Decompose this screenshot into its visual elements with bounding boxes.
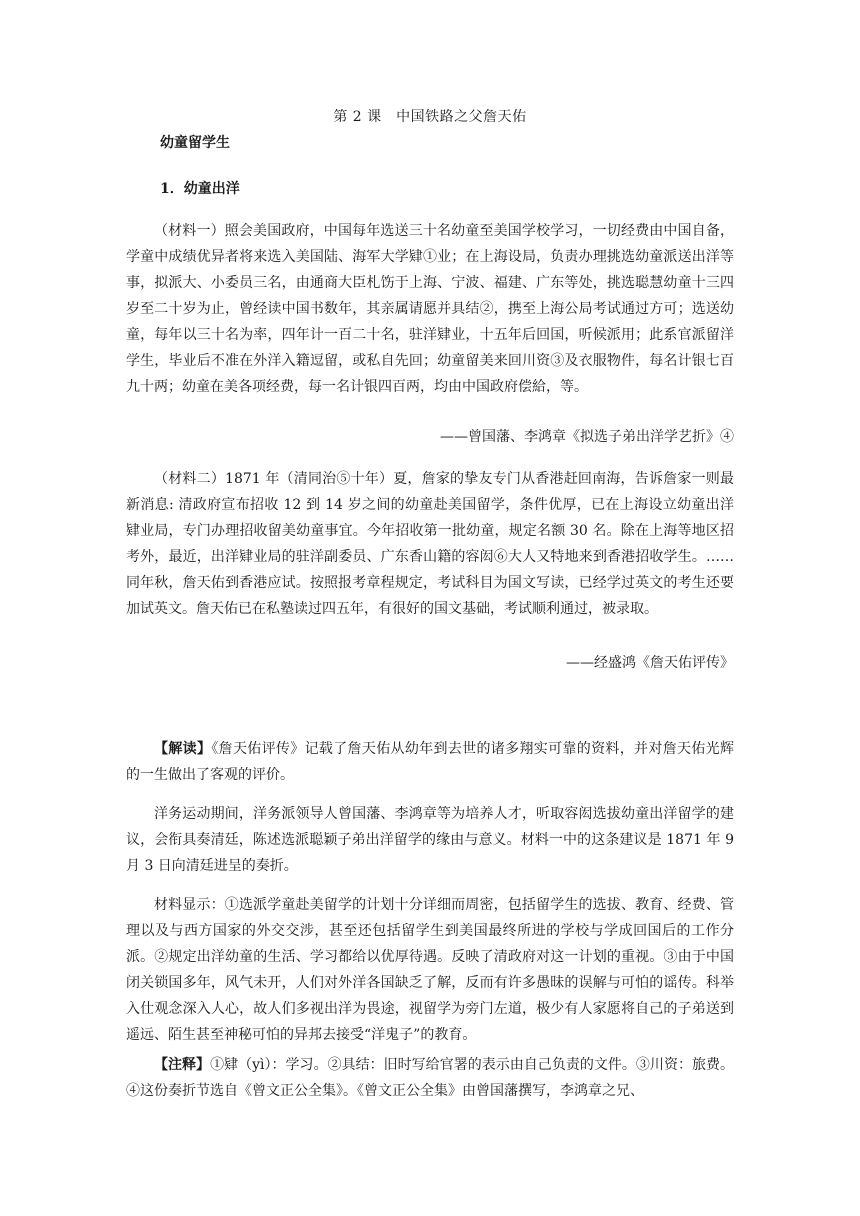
interpretation-text: 《詹天佑评传》记载了詹天佑从幼年到去世的诸多翔实可靠的资料，并对詹天佑光辉的一生做出了客观的评价。 bbox=[126, 741, 735, 783]
notes-label: 【注释】 bbox=[154, 1057, 211, 1073]
section-heading: 幼童留学生 bbox=[160, 135, 230, 151]
material2-label: （材料二） bbox=[154, 471, 226, 487]
material-shows-paragraph: 材料显示：①选派学童赴美留学的计划十分详细而周密，包括留学生的选拔、教育、经费、管理以及与西方国家的外交交涉，甚至还包括留学生到美国最终所进的学校与学成回国后的工作分派。②规定出洋幼童的生活、学习都给以优厚待遇。反映了清政府对这一计划的重视。③由于中国闭关锁国多年，风气未开，人们对外洋各国缺乏了解，反而有许多愚昧的误解与可怕的谣传。科举入仕观念深入人心，故人们多视出洋为畏途，视留学为旁门左道，极少有人家愿将自己的子弟送到遥远、陌生甚至神秘可怕的异邦去接受“洋鬼子”的教育。 bbox=[126, 897, 734, 1043]
westernization-paragraph: 洋务运动期间，洋务派领导人曾国藩、李鸿章等为培养人才，听取容闳选拔幼童出洋留学的建议，会衔具奏清廷，陈述选派聪颖子弟出洋留学的缘由与意义。材料一中的这条建议是 1871 年 9 月 3 日向清廷进呈的奏折。 bbox=[126, 806, 734, 874]
material1-text: 照会美国政府，中国每年选送三十名幼童至美国学校学习，一切经费由中国自备，学童中成绩优异者将来选入美国陆、海军大学肄①业；在上海设局，负责办理挑选幼童派送出洋等事，拟派大、小委员三名，由通商大臣札饬于上海、宁波、福建、广东等处，挑选聪慧幼童十三四岁至二十岁为止，曾经读中国书数年，其亲属请愿并具结②，携至上海公局考试通过方可；选送幼童，每年以三十名为率，四年计一百二十名，驻洋肄业，十五年后回国，听候派用；此系官派留洋学生，毕业后不准在外洋入籍逗留，或私自先回；幼童留美来回川资③及衣服物件，每名计银七百九十两；幼童在美各项经费，每一名计银四百两，均由中国政府偿給，等。 bbox=[126, 223, 734, 395]
material1-source: ——曾国藩、李鸿章《拟选子弟出洋学艺折》④ bbox=[440, 429, 734, 445]
subheading: 1．幼童出洋 bbox=[160, 181, 240, 197]
material2-paragraph bbox=[126, 466, 734, 622]
interpretation-label: 【解读】 bbox=[154, 741, 212, 757]
notes-paragraph bbox=[126, 1052, 734, 1104]
material1-label: （材料一） bbox=[154, 223, 225, 239]
notes-text: ①肄（yì）：学习。②具结：旧时写给官署的表示由自己负责的文件。③川资：旅费。④这份奏折节选自《曾文正公全集》。《曾文正公全集》由曾国藩撰写，李鸿章之兄、 bbox=[126, 1057, 734, 1099]
lesson-title: 第 2 课 中国铁路之父詹天佑 bbox=[333, 109, 527, 125]
material2-text: 1871 年（清同治⑤十年）夏，詹家的挚友专门从香港赶回南海，告诉詹家一则最新消息: 清政府宣布招收 12 到 14 岁之间的幼童赴美国留学，条件优厚，已在上海设立幼童出洋肄业局，专门办理招收留美幼童事宜。今年招收第一批幼童，规定名额 30 名。除在上海等地区招考外，最近，出洋肄业局的驻洋副委员、广东香山籍的容闳⑥大人又特地来到香港招收学生。……同年秋，詹天佑到香港应试。按照报考章程规定，考试科目为国文写读，已经学过英文的考生还要加试英文。詹天佑已在私塾读过四五年，有很好的国文基础，考试顺利通过，被录取。 bbox=[126, 471, 735, 617]
material2-source: ——经盛鸿《詹天佑评传》 bbox=[566, 655, 734, 671]
interpretation-paragraph bbox=[126, 736, 734, 788]
material1-paragraph bbox=[126, 218, 734, 400]
